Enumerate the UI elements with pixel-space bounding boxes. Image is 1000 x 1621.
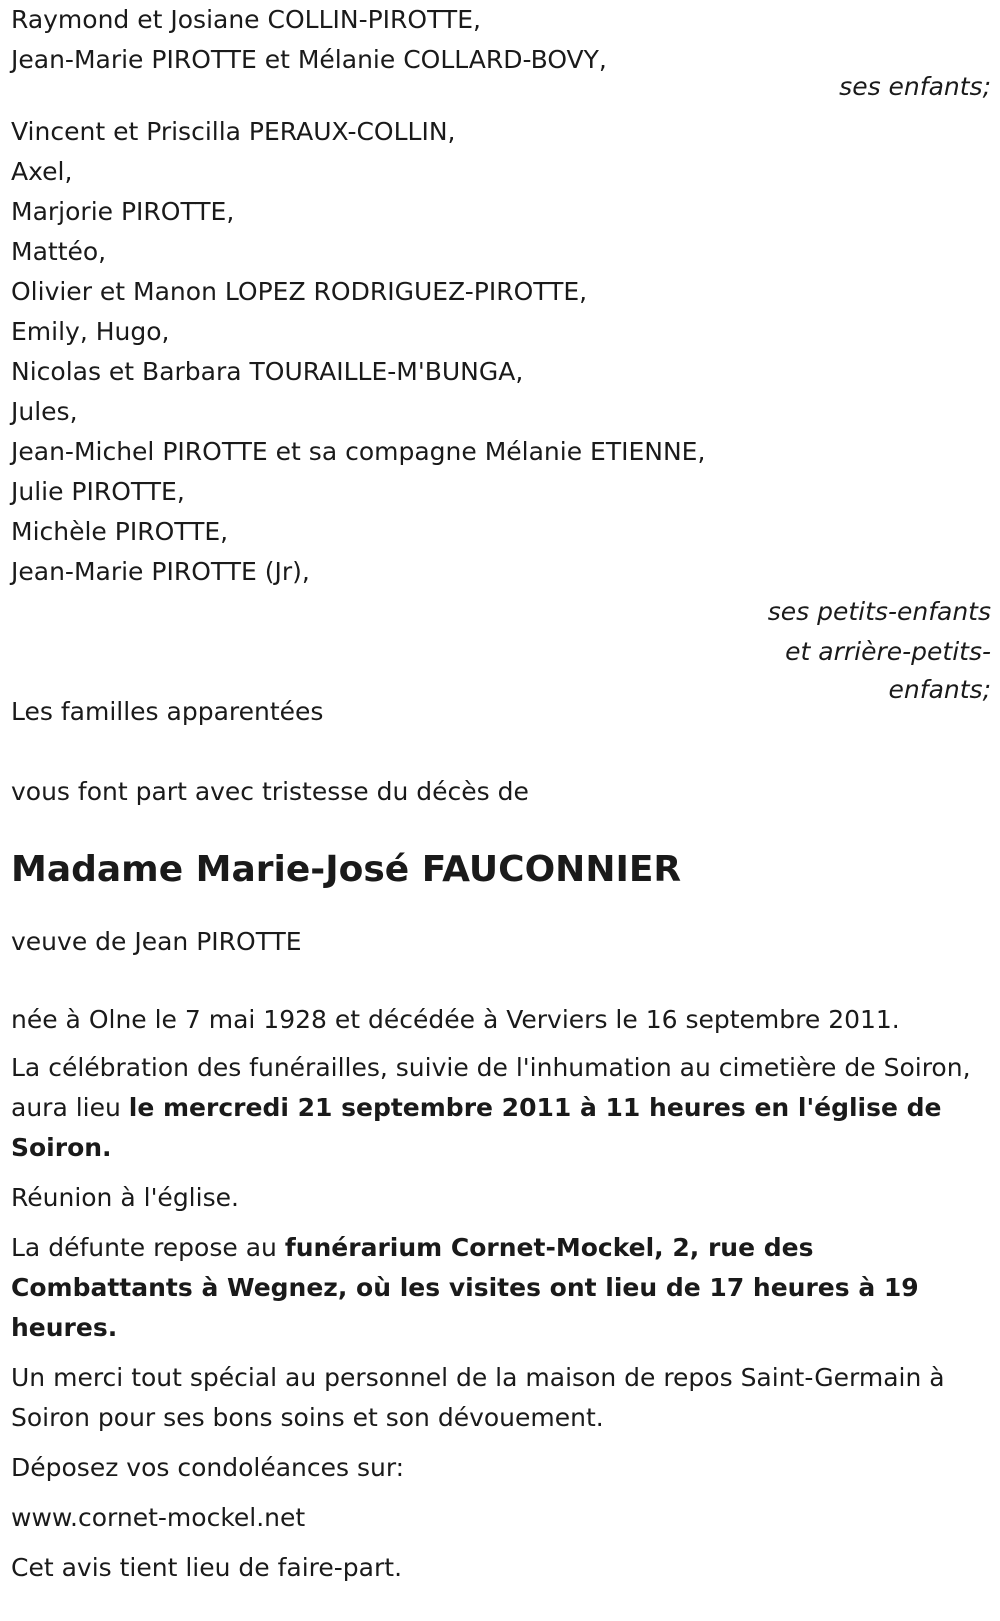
grandchild-line-2: Axel, [11,157,73,186]
deceased-name: Madame Marie-José FAUCONNIER [11,849,682,890]
obituary-notice [11,0,991,1588]
child-line-1: Raymond et Josiane COLLIN-PIROTTE, [11,5,481,34]
grandchild-line-8: Jules, [11,397,78,426]
grandchild-line-10: Julie PIROTTE, [11,477,185,506]
rest-details: funérarium Cornet-Mockel, 2, rue des Combattants à Wegnez, où les visites ont lieu de 17 heures à 19 heures. [11,1233,919,1342]
birth-death-dates: née à Olne le 7 mai 1928 et décédée à Verviers le 16 septembre 2011. [11,1005,900,1034]
grandchild-line-11: Michèle PIROTTE, [11,517,229,546]
grandchild-line-6: Emily, Hugo, [11,317,170,346]
notice-statement: Cet avis tient lieu de faire-part. [11,1553,403,1582]
grandchild-line-5: Olivier et Manon LOPEZ RODRIGUEZ-PIROTTE, [11,277,588,306]
rest-intro: La défunte repose au [11,1233,285,1262]
condolences-label: Déposez vos condoléances sur: [11,1453,405,1482]
ceremony-details: le mercredi 21 septembre 2011 à 11 heures en l'église de Soiron. [11,1093,942,1162]
website-link[interactable]: www.cornet-mockel.net [11,1503,306,1532]
meeting-place: Réunion à l'église. [11,1183,239,1212]
announcement: vous font part avec tristesse du décès de [11,777,529,806]
ceremony-intro: La célébration des funérailles, suivie de l'inhumation au cimetière de Soiron, aura lieu [11,1053,971,1122]
child-line-2: Jean-Marie PIROTTE et Mélanie COLLARD-BOVY, [11,45,607,74]
grandchild-line-1: Vincent et Priscilla PERAUX-COLLIN, [11,117,456,146]
widow-of: veuve de Jean PIROTTE [11,927,302,956]
grandchild-line-12: Jean-Marie PIROTTE (Jr), [11,557,310,586]
grandchildren-role-line-3: enfants; [888,675,991,704]
ceremony-paragraph [11,1048,981,1168]
grandchild-line-3: Marjorie PIROTTE, [11,197,235,226]
related-families: Les familles apparentées [11,697,324,726]
grandchild-line-4: Mattéo, [11,237,107,266]
grandchild-line-7: Nicolas et Barbara TOURAILLE-M'BUNGA, [11,357,524,386]
children-role: ses enfants; [839,72,991,101]
grandchildren-role-line-1: ses petits-enfants [767,597,991,626]
rest-paragraph [11,1228,981,1348]
thanks-paragraph: Un merci tout spécial au personnel de la maison de repos Saint-Germain à Soiron pour ses bons soins et son dévouement. [11,1363,945,1432]
grandchild-line-9: Jean-Michel PIROTTE et sa compagne Mélanie ETIENNE, [11,437,706,466]
grandchildren-role-line-2: et arrière-petits- [785,637,991,666]
